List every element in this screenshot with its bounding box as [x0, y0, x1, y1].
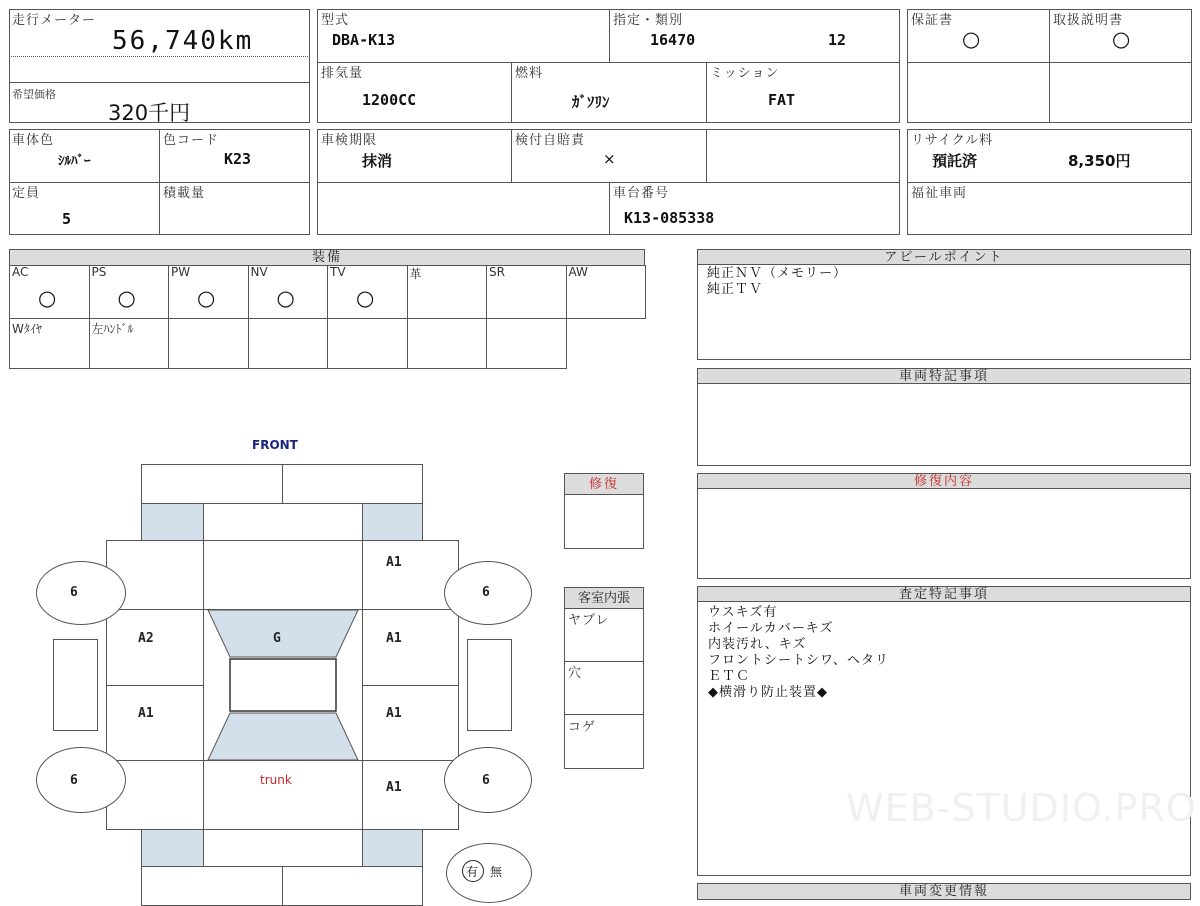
load-label: 積載量 — [163, 186, 206, 201]
left-rear-door — [106, 685, 204, 761]
right-front-door — [362, 609, 459, 686]
equipment-mark: ○ — [356, 286, 375, 310]
mileage-divider — [9, 56, 310, 57]
equipment-cell-row2-3 — [248, 318, 329, 369]
color-label: 車体色 — [12, 133, 55, 148]
right-sill — [467, 639, 512, 731]
price-divider — [9, 82, 310, 83]
inspection-label: 車検期限 — [321, 133, 378, 148]
price-value: 320千円 — [108, 101, 191, 125]
tire-fl-grade: 6 — [70, 585, 78, 600]
mileage-label: 走行メーター — [12, 13, 97, 28]
interior-item-tear: ヤブレ — [568, 613, 610, 628]
designation-value-1: 16470 — [650, 31, 696, 49]
equipment-cell-row2-4 — [327, 318, 408, 369]
assessment-header: 査定特記事項 — [697, 586, 1191, 602]
transmission-label: ミッション — [710, 66, 780, 81]
mileage-value: 56,740km — [112, 26, 254, 56]
interior-item-hole: 穴 — [568, 666, 583, 681]
color-value: ｼﾙﾊﾞｰ — [58, 154, 91, 169]
left-front-door — [106, 609, 204, 686]
fuel-value: ｶﾞｿﾘﾝ — [572, 93, 610, 111]
hood-top — [203, 503, 363, 541]
capacity-label: 定員 — [12, 186, 41, 201]
equipment-label: 革 — [409, 267, 422, 281]
front-bumper-left — [141, 464, 283, 504]
equipment-label: SR — [489, 265, 505, 279]
rear-bumper-left — [141, 866, 283, 906]
equipment-label: TV — [330, 265, 346, 279]
rear-bumper-right — [282, 866, 423, 906]
displacement-label: 排気量 — [321, 66, 364, 81]
repair-header: 修復 — [564, 473, 644, 495]
spare-tire — [446, 843, 532, 903]
rear-glass — [208, 713, 358, 760]
repair-content-header: 修復内容 — [697, 473, 1191, 489]
equipment-mark: ○ — [276, 286, 295, 310]
hood — [203, 540, 363, 610]
left-front-door-grade: A2 — [138, 631, 154, 646]
left-rear-door-grade: A1 — [138, 706, 154, 721]
equipment-header: 装備 — [9, 249, 645, 266]
front-bumper-right — [282, 464, 423, 504]
front-right-grade: A1 — [386, 555, 402, 570]
price-label: 希望価格 — [12, 88, 56, 101]
color-code-value: K23 — [224, 150, 252, 168]
assessment-text: ウスキズ有 ホイールカバーキズ 内装汚れ、キズ フロントシートシワ、ヘタリ ＥＴＣ ◆横滑り防止装置◆ — [708, 605, 889, 700]
recycle-amount: 8,350円 — [1068, 152, 1131, 170]
manual-label: 取扱説明書 — [1053, 13, 1124, 28]
equipment-cell-row2-2 — [168, 318, 249, 369]
insurance-value: × — [603, 150, 616, 168]
rear-right-grade: A1 — [386, 780, 402, 795]
rear-fender-left-shade — [141, 829, 204, 867]
roof-grade: G — [273, 631, 281, 646]
equipment-label: NV — [250, 265, 268, 279]
equipment-cell-row2-5 — [407, 318, 488, 369]
right-front-door-grade: A1 — [386, 631, 402, 646]
equipment-mark: ○ — [38, 286, 57, 310]
left-sill — [53, 639, 98, 731]
equipment-label: PW — [171, 265, 191, 279]
trunk-label: trunk — [260, 773, 292, 787]
designation-value-2: 12 — [828, 31, 847, 49]
equipment-cell-row2-6 — [486, 318, 567, 369]
tire-rr-grade: 6 — [482, 773, 490, 788]
equipment-mark: ○ — [117, 286, 136, 310]
tire-fr-grade: 6 — [482, 585, 490, 600]
spare-no: 無 — [490, 865, 503, 879]
front-fender-right-shade — [362, 503, 423, 541]
displacement-value: 1200CC — [362, 91, 417, 109]
chassis-label: 車台番号 — [613, 186, 670, 201]
right-rear-door-grade: A1 — [386, 706, 402, 721]
appeal-text: 純正ＮＶ（メモリー） 純正ＴＶ — [707, 266, 848, 297]
tire-front-left — [36, 561, 126, 625]
interior-item-burn: コゲ — [568, 720, 597, 735]
appeal-header: アピールポイント — [697, 249, 1191, 265]
inspection-value: 抹消 — [362, 152, 393, 170]
notes-header: 車両特記事項 — [697, 368, 1191, 384]
tire-rear-left — [36, 747, 126, 813]
watermark: WEB-STUDIO.PRO — [846, 786, 1197, 830]
model-value: DBA-K13 — [332, 31, 396, 49]
equipment-row2-label: 左ﾊﾝﾄﾞﾙ — [91, 322, 134, 336]
equipment-label: PS — [91, 265, 107, 279]
transmission-value: FAT — [768, 91, 796, 109]
equipment-label: AC — [12, 265, 29, 279]
designation-label: 指定・類別 — [613, 13, 684, 28]
equipment-row2-label: Wﾀｲﾔ — [12, 322, 42, 336]
glass-svg — [203, 609, 363, 761]
warranty-label: 保証書 — [911, 13, 954, 28]
front-fender-left-shade — [141, 503, 204, 541]
recycle-status: 預託済 — [932, 152, 978, 170]
recycle-label: リサイクル料 — [911, 133, 994, 148]
right-rear-door — [362, 685, 459, 761]
change-header: 車両変更情報 — [697, 883, 1191, 900]
interior-header: 客室内張 — [564, 587, 644, 609]
insurance-label: 検付自賠責 — [515, 133, 586, 148]
spare-yes: 有 — [466, 865, 479, 879]
fuel-label: 燃料 — [515, 66, 544, 81]
chassis-value: K13-085338 — [624, 209, 715, 227]
front-label: FRONT — [252, 438, 298, 452]
manual-mark: ○ — [1112, 27, 1131, 51]
color-code-label: 色コード — [163, 133, 220, 148]
rear-right-panel — [362, 760, 459, 830]
welfare-label: 福祉車両 — [911, 186, 968, 201]
roof-panel — [230, 659, 336, 711]
rear-deck — [203, 829, 363, 867]
equipment-label: AW — [568, 265, 588, 279]
capacity-value: 5 — [62, 210, 72, 228]
warranty-mark: ○ — [962, 27, 981, 51]
windshield — [208, 610, 358, 657]
trunk — [203, 760, 363, 830]
model-label: 型式 — [321, 13, 350, 28]
tire-rl-grade: 6 — [70, 773, 78, 788]
rear-fender-right-shade — [362, 829, 423, 867]
equipment-mark: ○ — [197, 286, 216, 310]
